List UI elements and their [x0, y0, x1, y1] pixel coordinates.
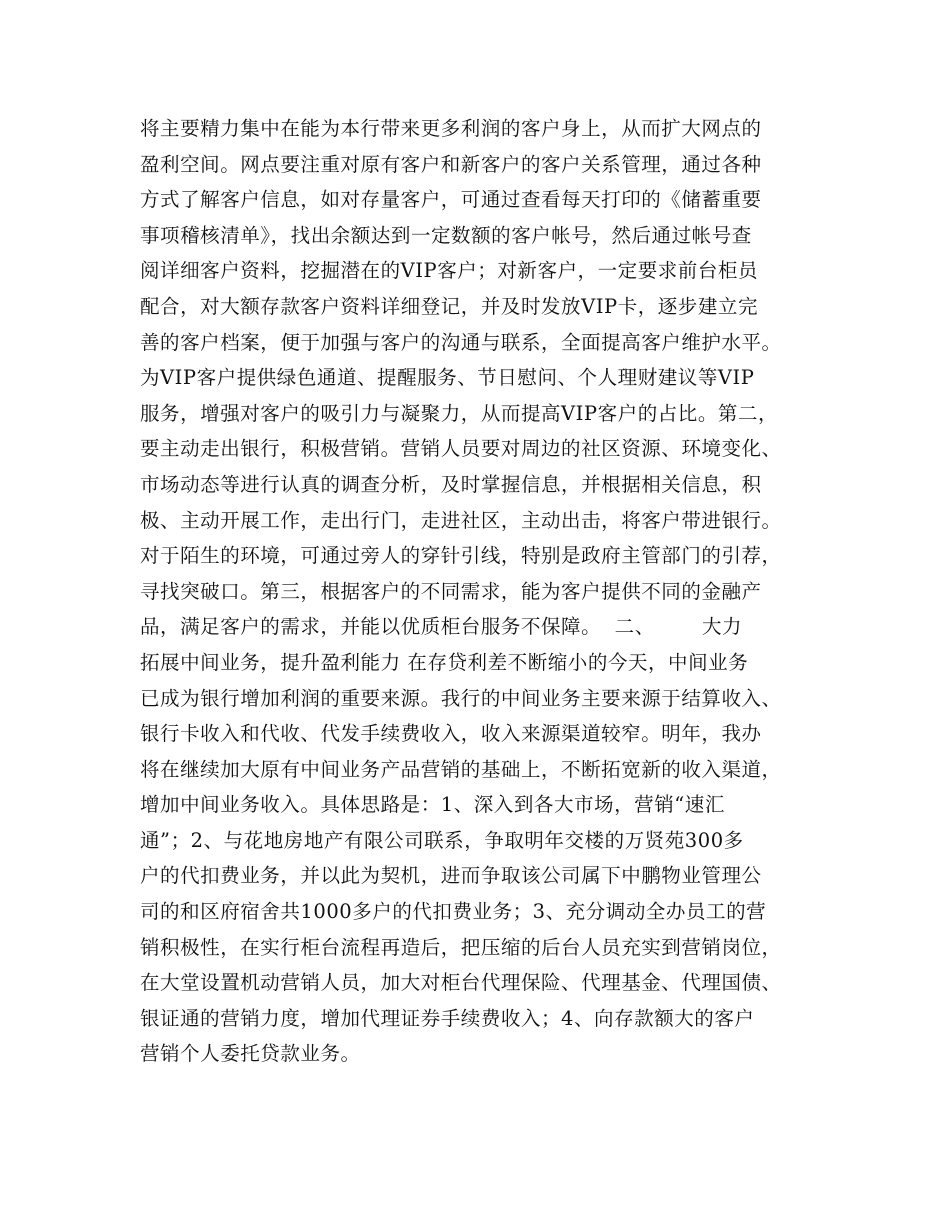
text-line: 对于陌生的环境，可通过旁人的穿针引线，特别是政府主管部门的引荐， — [140, 544, 782, 568]
text-line: 阅详细客户资料，挖掘潜在的VIP客户；对新客户，一定要求前台柜员 — [140, 259, 759, 283]
text-line: 营销个人委托贷款业务。 — [140, 1042, 361, 1066]
text-line: 极、主动开展工作，走出行门，走进社区，主动出击，将客户带进银行。 — [140, 508, 782, 532]
text-line: 服务，增强对客户的吸引力与凝聚力，从而提高VIP客户的占比。第二， — [140, 401, 779, 425]
text-line: 在大堂设置机动营销人员，加大对柜台代理保险、代理基金、代理国债、 — [140, 971, 782, 995]
text-line: 司的和区府宿舍共1000多户的代扣费业务；3、充分调动全办员工的营 — [140, 900, 767, 924]
text-line: 配合，对大额存款客户资料详细登记，并及时发放VIP卡，逐步建立完 — [140, 294, 759, 318]
text-line: 银证通的营销力度，增加代理证券手续费收入；4、向存款额大的客户 — [140, 1006, 755, 1030]
text-line: 通”；2、与花地房地产有限公司联系，争取明年交楼的万贤苑300多 — [140, 828, 744, 852]
body-paragraph — [140, 111, 820, 1072]
text-line: 方式了解客户信息，如对存量客户，可通过查看每天打印的《储蓄重要 — [140, 188, 762, 212]
text-line: 市场动态等进行认真的调查分析，及时掌握信息，并根据相关信息，积 — [140, 472, 762, 496]
text-line: 要主动走出银行，积极营销。营销人员要对周边的社区资源、环境变化、 — [140, 437, 782, 461]
text-line: 户的代扣费业务，并以此为契机，进而争取该公司属下中鹏物业管理公 — [140, 864, 762, 888]
text-line: 增加中间业务收入。具体思路是：1、深入到各大市场，营销“速汇 — [140, 793, 725, 817]
text-line: 将主要精力集中在能为本行带来更多利润的客户身上，从而扩大网点的 — [140, 117, 762, 140]
text-line: 品，满足客户的需求，并能以优质柜台服务不保障。 二、 大力 — [140, 615, 743, 639]
text-line: 为VIP客户提供绿色通道、提醒服务、节日慰问、个人理财建议等VIP — [140, 366, 755, 390]
text-line: 事项稽核清单》，找出余额达到一定数额的客户帐号，然后通过帐号查 — [140, 223, 752, 247]
text-line: 寻找突破口。第三，根据客户的不同需求，能为客户提供不同的金融产 — [140, 579, 762, 603]
text-line: 已成为银行增加利润的重要来源。我行的中间业务主要来源于结算收入、 — [140, 686, 782, 710]
text-line: 将在继续加大原有中间业务产品营销的基础上，不断拓宽新的收入渠道， — [140, 757, 782, 781]
text-line: 销积极性，在实行柜台流程再造后，把压缩的后台人员充实到营销岗位， — [140, 935, 782, 959]
text-line: 拓展中间业务，提升盈利能力 在存贷利差不断缩小的今天，中间业务 — [140, 650, 749, 674]
text-line: 银行卡收入和代收、代发手续费收入，收入来源渠道较窄。明年，我办 — [140, 722, 762, 746]
text-line: 盈利空间。网点要注重对原有客户和新客户的客户关系管理，通过各种 — [140, 152, 762, 176]
text-line: 善的客户档案，便于加强与客户的沟通与联系，全面提高客户维护水平。 — [140, 330, 782, 354]
